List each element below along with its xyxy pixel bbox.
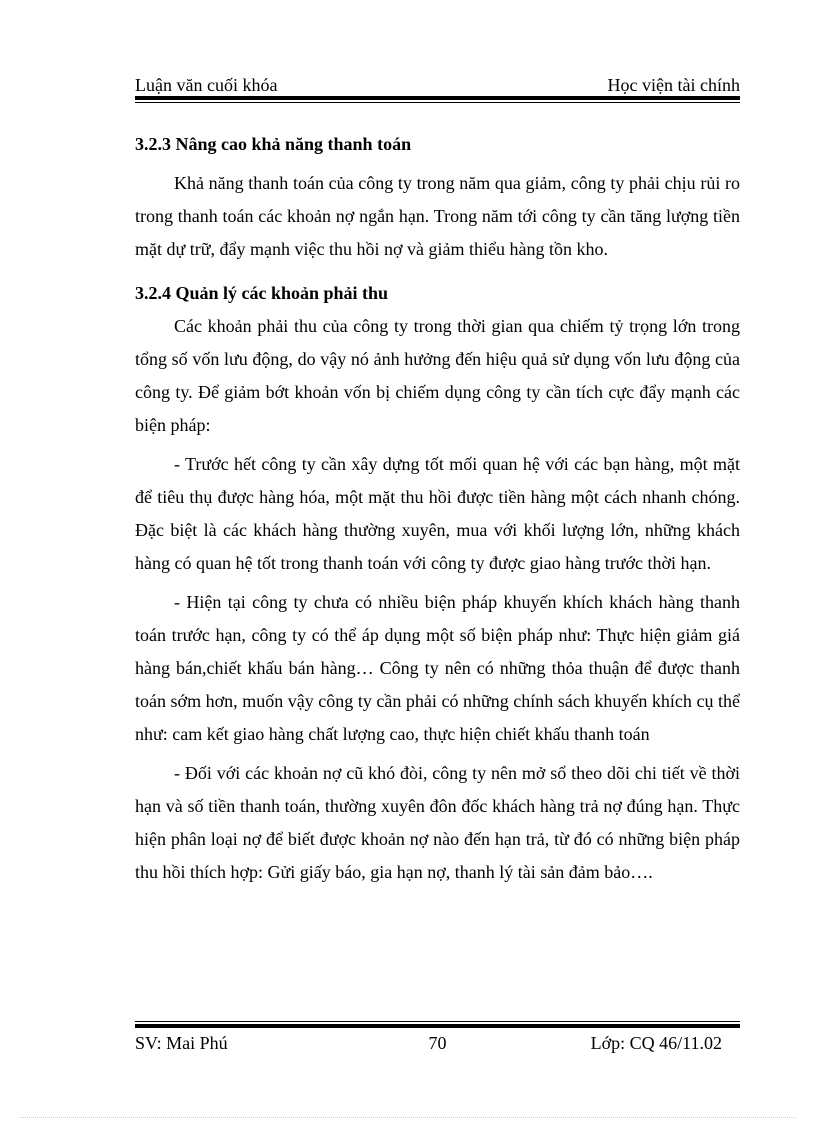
paragraph: Các khoản phải thu của công ty trong thời gian qua chiếm tỷ trọng lớn trong tổng số vốn lưu động, do vậy nó ảnh hưởng đến hiệu quả sử dụng vốn lưu động của công ty. Để giảm bớt khoản vốn bị chiếm dụng công ty cần tích cực đẩy mạnh các biện pháp: (135, 316, 740, 435)
footer-rule-thin (135, 1021, 740, 1022)
section-heading: 3.2.4 Quản lý các khoản phải thu (135, 283, 389, 303)
header-institution: Học viện tài chính (607, 75, 740, 95)
paragraph: - Đối với các khoản nợ cũ khó đòi, công ty nên mở sổ theo dõi chi tiết về thời hạn và số tiền thanh toán, thường xuyên đôn đốc khách hàng trả nợ đúng hạn. Thực hiện phân loại nợ để biết được khoản nợ nào đến hạn trả, từ đó có những biện pháp thu hồi thích hợp: Gửi giấy báo, gia hạn nợ, thanh lý tài sản đảm bảo…. (135, 763, 740, 882)
header-rule-thin (135, 102, 740, 103)
section-heading: 3.2.3 Nâng cao khả năng thanh toán (135, 134, 412, 154)
page-number: 70 (428, 1033, 447, 1053)
footer-rule-thick (135, 1024, 740, 1028)
paragraph: - Trước hết công ty cần xây dựng tốt mối quan hệ với các bạn hàng, một mặt để tiêu thụ được hàng hóa, một mặt thu hồi được tiền hàng một cách nhanh chóng. Đặc biệt là các khách hàng thường xuyên, mua với khối lượng lớn, những khách hàng có quan hệ tốt trong thanh toán với công ty được giao hàng trước thời hạn. (135, 454, 740, 573)
page-body (135, 128, 740, 889)
paragraph: Khả năng thanh toán của công ty trong năm qua giảm, công ty phải chịu rủi ro trong thanh toán các khoản nợ ngắn hạn. Trong năm tới công ty cần tăng lượng tiền mặt dự trữ, đẩy mạnh việc thu hồi nợ và giảm thiểu hàng tồn kho. (135, 173, 740, 259)
paragraph: - Hiện tại công ty chưa có nhiều biện pháp khuyến khích khách hàng thanh toán trước hạn, công ty có thể áp dụng một số biện pháp như: Thực hiện giảm giá hàng bán,chiết khấu bán hàng… Công ty nên có những thỏa thuận để được thanh toán sớm hơn, muốn vậy công ty cần phải có những chính sách khuyến khích cụ thể như: cam kết giao hàng chất lượng cao, thực hiện chiết khấu thanh toán (135, 592, 740, 744)
page-footer (135, 1032, 740, 1056)
page-header (135, 74, 740, 98)
header-rule-thick (135, 96, 740, 100)
footer-class: Lớp: CQ 46/11.02 (590, 1033, 722, 1053)
header-thesis-label: Luận văn cuối khóa (135, 75, 278, 95)
footer-student: SV: Mai Phú (135, 1033, 228, 1053)
page-edge (20, 1117, 796, 1118)
